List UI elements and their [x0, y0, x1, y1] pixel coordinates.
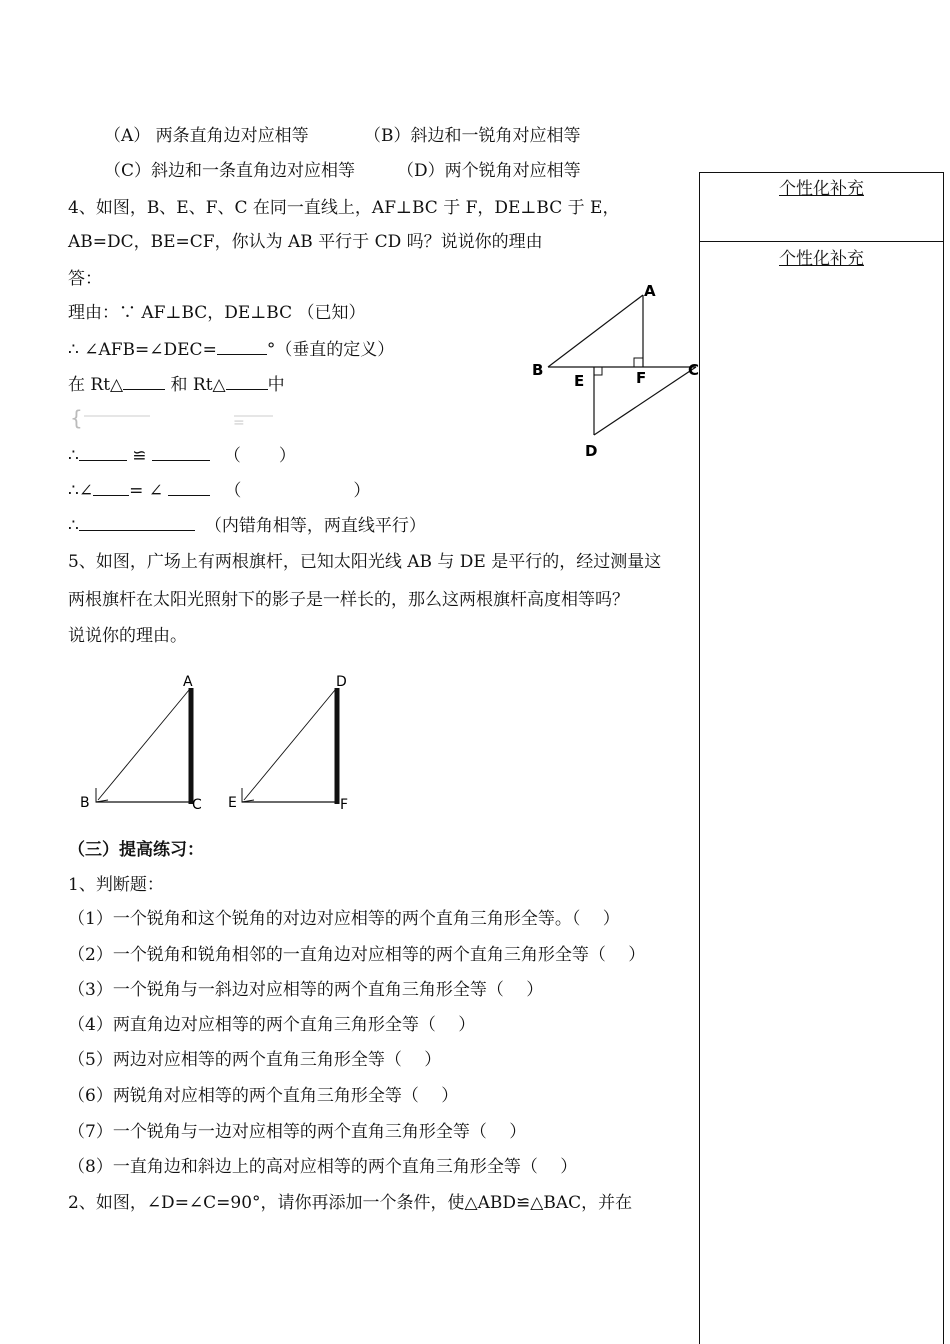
q4-step4-text-b: = ∠: [129, 481, 169, 501]
q4-line2: AB=DC，BE=CF，你认为 AB 平行于 CD 吗？说说你的理由: [68, 232, 543, 252]
label-b: B: [532, 361, 544, 379]
q4-step2-text-b: 和 Rt△: [165, 375, 226, 395]
label-e2: E: [228, 795, 237, 811]
label-a: A: [644, 282, 656, 300]
q4-step4-blank1[interactable]: [93, 479, 129, 496]
judge-item-1: （1）一个锐角和这个锐角的对边对应相等的两个直角三角形全等。（ ）: [68, 909, 620, 929]
q4-step3-blank2[interactable]: [152, 444, 210, 461]
q4-step4-text-c: （: [224, 481, 242, 501]
supplement-label-2: 个性化补充: [779, 249, 864, 269]
q4-step3-text-c: （: [223, 446, 241, 466]
q4-step4-text-d: ）: [353, 481, 371, 501]
q5-line2: 两根旗杆在太阳光照射下的影子是一样长的，那么这两根旗杆高度相等吗？: [68, 590, 629, 610]
q4-step1: [68, 338, 394, 361]
supplement-sidebar: [699, 172, 944, 1344]
label-d: D: [585, 442, 598, 460]
q4-step3-text-b: ≌: [126, 446, 152, 466]
svg-text:=: =: [233, 415, 245, 431]
option-b: （B）斜边和一锐角对应相等: [364, 126, 581, 146]
label-b2: B: [80, 795, 90, 811]
judge-item-6: （6）两锐角对应相等的两个直角三角形全等（ ）: [68, 1086, 459, 1106]
q4-step5: [68, 514, 426, 537]
q4-step4-text-a: ∴∠: [68, 481, 94, 501]
section3-title: （三）提高练习：: [68, 840, 204, 860]
judge-item-8: （8）一直角边和斜边上的高对应相等的两个直角三角形全等（ ）: [68, 1157, 578, 1177]
judge-item-7: （7）一个锐角与一边对应相等的两个直角三角形全等（ ）: [68, 1122, 527, 1142]
q4-step2-text-c: 中: [267, 375, 285, 395]
sidebar-divider: [700, 241, 943, 242]
sunray-ab: [98, 690, 189, 800]
judge-item-3: （3）一个锐角与一斜边对应相等的两个直角三角形全等（ ）: [68, 980, 544, 1000]
label-f2: F: [340, 797, 349, 813]
q4-step4: [68, 479, 370, 502]
q4-line1: 4、如图，B、E、F、C 在同一直线上，AF⊥BC 于 F，DE⊥BC 于 E，: [68, 198, 620, 218]
judge-item-2: （2）一个锐角和锐角相邻的一直角边对应相等的两个直角三角形全等（ ）: [68, 945, 646, 965]
q4-step5-text-a: ∴: [68, 516, 79, 536]
q4-step3: [68, 444, 296, 467]
judge-item-5: （5）两边对应相等的两个直角三角形全等（ ）: [68, 1050, 442, 1070]
line-ab: [548, 295, 643, 367]
q4-step2-text-a: 在 Rt△: [68, 375, 124, 395]
judge-title: 1、判断题：: [68, 875, 164, 895]
right-angle-e: [594, 367, 602, 375]
option-d: （D）两个锐角对应相等: [397, 161, 581, 181]
q4-step1-blank[interactable]: [217, 338, 267, 355]
q4-step3-text-d: ）: [278, 446, 296, 466]
q4-step3-text-a: ∴: [68, 446, 79, 466]
right-angle-f: [634, 358, 643, 367]
q4-step1-text-a: ∴ ∠AFB=∠DEC=: [68, 340, 217, 360]
q4-step5-blank[interactable]: [79, 514, 195, 531]
brace-placeholder: [68, 405, 273, 433]
label-a2: A: [183, 674, 193, 690]
q4-reason: 理由：∵ AF⊥BC，DE⊥BC （已知）: [68, 303, 366, 323]
q5-line1: 5、如图，广场上有两根旗杆，已知太阳光线 AB 与 DE 是平行的，经过测量这: [68, 552, 662, 572]
q4-step1-text-b: °（垂直的定义）: [266, 340, 395, 360]
option-a: （A） 两条直角边对应相等: [104, 126, 309, 146]
q5-line3: 说说你的理由。: [68, 626, 187, 646]
q4-step4-blank2[interactable]: [168, 479, 210, 496]
q4-step2-blank2[interactable]: [226, 373, 268, 390]
q4-step3-blank1[interactable]: [79, 444, 127, 461]
q4-figure: [528, 280, 700, 465]
judge-item-4: （4）两直角边对应相等的两个直角三角形全等（ ）: [68, 1015, 476, 1035]
q4-step2: [68, 373, 285, 396]
q4-step5-text-b: （内错角相等，两直线平行）: [204, 516, 426, 536]
sunray-de: [244, 690, 335, 800]
q4-answer-label: 答：: [68, 269, 102, 289]
label-d2: D: [336, 674, 347, 690]
q5-figure: [76, 670, 366, 815]
q4-step2-blank1[interactable]: [123, 373, 165, 390]
label-e: E: [574, 372, 585, 390]
label-c: C: [688, 361, 700, 379]
supplement-label-1: 个性化补充: [779, 179, 864, 199]
section3-q2: 2、如图，∠D=∠C=90°，请你再添加一个条件，使△ABD≌△BAC，并在: [68, 1193, 633, 1213]
svg-text:{: {: [70, 406, 83, 430]
label-c2: C: [192, 797, 202, 813]
option-c: （C）斜边和一条直角边对应相等: [104, 161, 356, 181]
label-f: F: [636, 369, 647, 387]
